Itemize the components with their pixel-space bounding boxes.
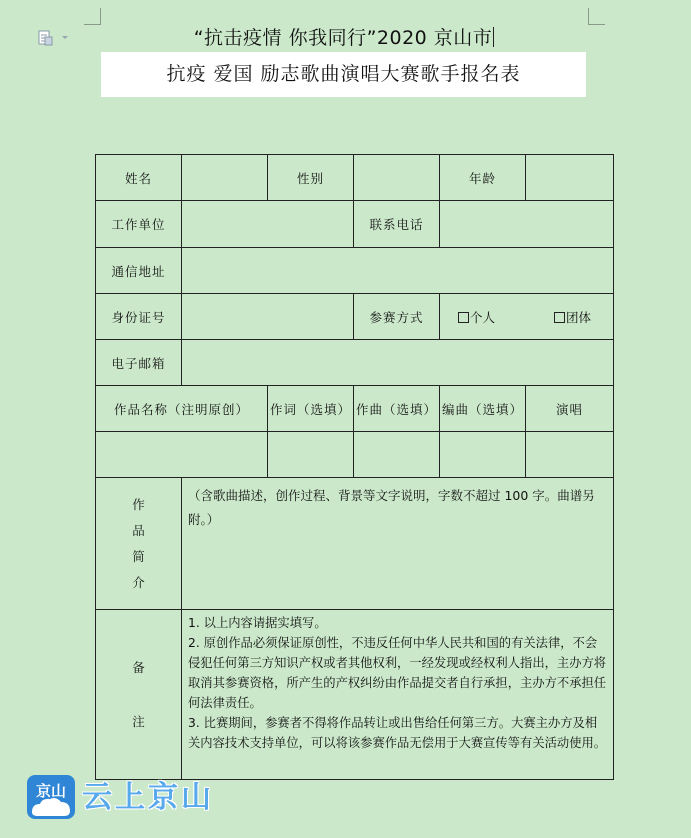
intro-label	[96, 478, 182, 610]
title-line-2: 抗疫 爱国 励志歌曲演唱大赛歌手报名表	[166, 63, 521, 85]
name-label: 姓名	[96, 155, 182, 201]
text-cursor	[493, 27, 494, 47]
arranger-field[interactable]	[440, 432, 526, 478]
individual-option-label: 个人	[470, 309, 496, 325]
group-option-label: 团体	[566, 309, 592, 325]
logo-text: 京山	[35, 782, 67, 800]
intro-label-char: 作	[132, 496, 145, 512]
gender-field[interactable]	[354, 155, 440, 201]
notes-label-char: 注	[132, 713, 145, 729]
work-name-label: 作品名称（注明原创）	[96, 386, 268, 432]
gender-label: 性别	[268, 155, 354, 201]
table-row	[96, 201, 614, 248]
document-icon	[38, 30, 68, 46]
age-label: 年龄	[440, 155, 526, 201]
notes-content	[182, 610, 614, 780]
work-name-field[interactable]	[96, 432, 268, 478]
intro-label-char: 品	[132, 522, 145, 538]
arranger-label: 编曲（选填）	[440, 386, 526, 432]
lyricist-field[interactable]	[268, 432, 354, 478]
title-line-1: “抗击疫情 你我同行”2020 京山市	[193, 27, 493, 49]
brand-watermark: 云上京山	[82, 780, 214, 815]
mode-label: 参赛方式	[354, 294, 440, 340]
table-row	[96, 386, 614, 432]
table-row	[96, 610, 614, 780]
id-field[interactable]	[182, 294, 354, 340]
singer-label: 演唱	[526, 386, 614, 432]
address-field[interactable]	[182, 248, 614, 294]
employer-field[interactable]	[182, 201, 354, 248]
checkbox-square-icon	[554, 312, 565, 323]
note-item: 3. 比赛期间，参赛者不得将作品转让或出售给任何第三方。大赛主办方及相关内容技术支持单位，可以将该参赛作品无偿用于大赛宣传等有关活动使用。	[188, 716, 607, 750]
notes-label-char: 备	[132, 659, 145, 675]
intro-label-char: 介	[132, 574, 145, 590]
mode-options	[440, 294, 614, 340]
table-row	[96, 432, 614, 478]
table-row	[96, 155, 614, 201]
note-item: 2. 原创作品必须保证原创性，不违反任何中华人民共和国的有关法律，不会侵犯任何第三方知识产权或者其他权利，一经发现或经权利人指出，主办方将取消其参赛资格，所产生的产权纠纷由作品提交者自行承担，主办方不承担任何法律责任。	[188, 636, 607, 710]
page-corner-mark-left	[84, 8, 101, 25]
phone-field[interactable]	[440, 201, 614, 248]
notes-label	[96, 610, 182, 780]
employer-label: 工作单位	[96, 201, 182, 248]
yunshang-jingshan-logo	[26, 774, 76, 820]
lyricist-label: 作词（选填）	[268, 386, 354, 432]
dropdown-arrow-icon	[62, 36, 68, 39]
intro-field[interactable]: （含歌曲描述，创作过程、背景等文字说明，字数不超过 100 字。曲谱另附。）	[182, 478, 614, 610]
group-checkbox[interactable]	[554, 308, 591, 326]
age-field[interactable]	[526, 155, 614, 201]
table-row	[96, 294, 614, 340]
intro-label-char: 简	[132, 548, 145, 564]
address-label: 通信地址	[96, 248, 182, 294]
table-row	[96, 478, 614, 610]
singer-field[interactable]	[526, 432, 614, 478]
name-field[interactable]	[182, 155, 268, 201]
composer-label: 作曲（选填）	[354, 386, 440, 432]
paste-options-button[interactable]	[38, 30, 68, 46]
table-row	[96, 248, 614, 294]
phone-label: 联系电话	[354, 201, 440, 248]
composer-field[interactable]	[354, 432, 440, 478]
email-label: 电子邮箱	[96, 340, 182, 386]
registration-form-table	[95, 154, 614, 780]
id-label: 身份证号	[96, 294, 182, 340]
table-row	[96, 340, 614, 386]
individual-checkbox[interactable]	[458, 308, 495, 326]
checkbox-square-icon	[458, 312, 469, 323]
page-corner-mark-right	[588, 8, 605, 25]
note-item: 1. 以上内容请据实填写。	[188, 616, 327, 630]
email-field[interactable]	[182, 340, 614, 386]
